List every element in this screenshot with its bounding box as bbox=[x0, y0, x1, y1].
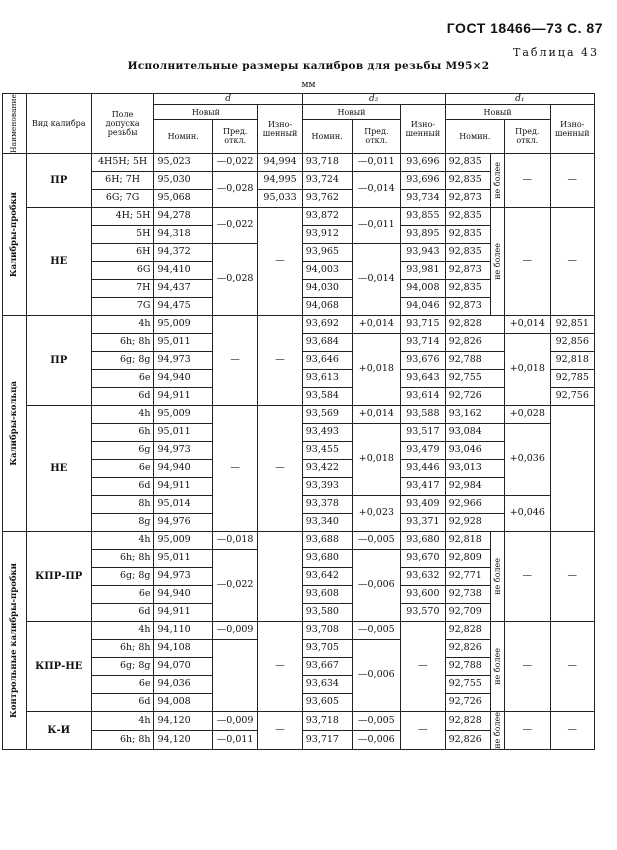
table-cell: +0,014 bbox=[352, 405, 401, 423]
table-cell: 93,715 bbox=[401, 315, 445, 333]
table-cell: 92,818 bbox=[550, 351, 594, 369]
table-cell: —0,006 bbox=[352, 549, 401, 621]
note-not-more: не более bbox=[491, 621, 505, 711]
table-cell: 6g; 8g bbox=[91, 351, 154, 369]
table-cell: 93,680 bbox=[302, 549, 352, 567]
table-cell: 95,011 bbox=[154, 423, 212, 441]
table-cell: 93,734 bbox=[401, 189, 445, 207]
table-cell: 92,755 bbox=[445, 675, 490, 693]
table-cell: 6d bbox=[91, 387, 154, 405]
new-header: Новый bbox=[445, 105, 550, 120]
table-cell: 93,705 bbox=[302, 639, 352, 657]
table-cell: 93,872 bbox=[302, 207, 352, 225]
table-cell: — bbox=[505, 207, 550, 315]
table-cell: 92,788 bbox=[445, 351, 505, 369]
table-cell: 92,835 bbox=[445, 153, 490, 171]
table-cell: 93,588 bbox=[401, 405, 445, 423]
table-cell: 93,855 bbox=[401, 207, 445, 225]
table-cell: 92,966 bbox=[445, 495, 505, 513]
table-cell: 93,696 bbox=[401, 171, 445, 189]
table-cell: 92,835 bbox=[445, 225, 490, 243]
table-cell: 6e bbox=[91, 369, 154, 387]
table-cell: — bbox=[212, 315, 257, 405]
note-not-more: не более bbox=[491, 153, 505, 207]
worn-header: Изно-шенный bbox=[550, 105, 594, 154]
table-cell: 93,684 bbox=[302, 333, 352, 351]
table-cell: 92,856 bbox=[550, 333, 594, 351]
note-not-more: не более bbox=[491, 207, 505, 315]
table-cell: 95,033 bbox=[258, 189, 302, 207]
table-cell: 93,642 bbox=[302, 567, 352, 585]
table-cell: 95,014 bbox=[154, 495, 212, 513]
table-row bbox=[3, 207, 595, 225]
table-cell: 92,785 bbox=[550, 369, 594, 387]
col-d-header: d bbox=[154, 94, 302, 105]
table-cell: 6g; 8g bbox=[91, 567, 154, 585]
table-cell: 93,717 bbox=[302, 730, 352, 749]
table-cell: 6G; 7G bbox=[91, 189, 154, 207]
table-cell: 94,110 bbox=[154, 621, 212, 639]
table-cell: 94,475 bbox=[154, 297, 212, 315]
kind-label: НЕ bbox=[26, 207, 91, 315]
table-cell: 94,410 bbox=[154, 261, 212, 279]
table-cell: 6h; 8h bbox=[91, 730, 154, 749]
table-cell: — bbox=[212, 405, 257, 531]
table-row bbox=[3, 153, 595, 171]
table-cell: 92,809 bbox=[445, 549, 490, 567]
table-cell: 94,940 bbox=[154, 459, 212, 477]
table-cell: 7G bbox=[91, 297, 154, 315]
table-cell: — bbox=[258, 405, 302, 531]
table-cell: 95,030 bbox=[154, 171, 212, 189]
table-cell: 93,393 bbox=[302, 477, 352, 495]
table-cell bbox=[212, 639, 257, 711]
table-cell: 94,940 bbox=[154, 369, 212, 387]
table-cell: 93,417 bbox=[401, 477, 445, 495]
table-cell: 92,726 bbox=[445, 387, 505, 405]
table-cell: 92,828 bbox=[445, 315, 505, 333]
table-cell: 92,709 bbox=[445, 603, 490, 621]
table-cell: 94,318 bbox=[154, 225, 212, 243]
table-cell: 93,718 bbox=[302, 153, 352, 171]
kind-label: НЕ bbox=[26, 405, 91, 531]
table-cell: 93,676 bbox=[401, 351, 445, 369]
table-cell: — bbox=[550, 531, 594, 621]
table-cell: 93,600 bbox=[401, 585, 445, 603]
dev-header: Пред. откл. bbox=[505, 119, 550, 153]
tolerance-table bbox=[2, 93, 595, 750]
table-cell: 4H5H; 5H bbox=[91, 153, 154, 171]
table-cell: — bbox=[505, 621, 550, 711]
table-cell: 93,692 bbox=[302, 315, 352, 333]
table-cell: 94,108 bbox=[154, 639, 212, 657]
table-cell: 93,965 bbox=[302, 243, 352, 261]
table-cell: +0,018 bbox=[352, 423, 401, 495]
table-cell: 94,120 bbox=[154, 730, 212, 749]
table-cell: 8h bbox=[91, 495, 154, 513]
table-cell: —0,006 bbox=[352, 730, 401, 749]
table-cell: 92,984 bbox=[445, 477, 505, 495]
table-cell: 92,755 bbox=[445, 369, 505, 387]
col-d2-header: d₂ bbox=[302, 94, 445, 105]
table-cell: 4H; 5H bbox=[91, 207, 154, 225]
table-cell: 6e bbox=[91, 675, 154, 693]
table-cell: 93,680 bbox=[401, 531, 445, 549]
table-cell: 93,084 bbox=[445, 423, 505, 441]
table-cell: 93,517 bbox=[401, 423, 445, 441]
table-cell: 92,828 bbox=[445, 711, 490, 730]
table-cell: +0,018 bbox=[505, 333, 550, 405]
table-cell: 92,851 bbox=[550, 315, 594, 333]
table-cell: — bbox=[258, 711, 302, 749]
table-cell: 94,030 bbox=[302, 279, 352, 297]
table-cell: 92,873 bbox=[445, 261, 490, 279]
table-cell: 94,070 bbox=[154, 657, 212, 675]
table-cell: 93,340 bbox=[302, 513, 352, 531]
table-cell: 4h bbox=[91, 531, 154, 549]
table-cell: 93,718 bbox=[302, 711, 352, 730]
table-cell: 6h; 8h bbox=[91, 549, 154, 567]
worn-header: Изно-шенный bbox=[258, 105, 302, 154]
nom-header: Номин. bbox=[445, 119, 505, 153]
col-name-header: Наименование bbox=[3, 94, 27, 154]
table-cell: 94,976 bbox=[154, 513, 212, 531]
table-row bbox=[3, 711, 595, 730]
table-cell: 6h bbox=[91, 423, 154, 441]
table-cell: 95,009 bbox=[154, 531, 212, 549]
table-cell: 4h bbox=[91, 405, 154, 423]
table-cell: —0,006 bbox=[352, 639, 401, 711]
table-cell: 93,632 bbox=[401, 567, 445, 585]
group-label: Контрольные калибры-пробки bbox=[3, 531, 27, 749]
kind-label: ПР bbox=[26, 315, 91, 405]
table-cell: 8g bbox=[91, 513, 154, 531]
table-cell: 6g; 8g bbox=[91, 657, 154, 675]
table-cell: 95,009 bbox=[154, 315, 212, 333]
group-label: Калибры-пробки bbox=[3, 153, 27, 315]
kind-label: ПР bbox=[26, 153, 91, 207]
table-cell: 93,613 bbox=[302, 369, 352, 387]
table-cell: 95,068 bbox=[154, 189, 212, 207]
table-cell: 92,835 bbox=[445, 279, 490, 297]
kind-label: К-И bbox=[26, 711, 91, 749]
table-cell: — bbox=[258, 207, 302, 315]
table-cell: +0,036 bbox=[505, 423, 550, 495]
table-cell: 92,835 bbox=[445, 207, 490, 225]
nom-header: Номин. bbox=[154, 119, 212, 153]
table-cell: 94,008 bbox=[154, 693, 212, 711]
table-cell: 94,372 bbox=[154, 243, 212, 261]
table-cell: 92,818 bbox=[445, 531, 490, 549]
table-cell: 94,911 bbox=[154, 387, 212, 405]
table-cell: 4h bbox=[91, 711, 154, 730]
table-cell: —0,022 bbox=[212, 153, 257, 171]
dev-header: Пред. откл. bbox=[352, 119, 401, 153]
table-cell: 93,422 bbox=[302, 459, 352, 477]
note-not-more: не более bbox=[491, 711, 505, 749]
doc-code: ГОСТ 18466—73 С. 87 bbox=[446, 20, 603, 36]
table-cell: 94,278 bbox=[154, 207, 212, 225]
table-cell: 93,696 bbox=[401, 153, 445, 171]
table-cell: 6e bbox=[91, 585, 154, 603]
table-cell: —0,022 bbox=[212, 207, 257, 243]
table-cell: 93,013 bbox=[445, 459, 505, 477]
table-cell: 92,738 bbox=[445, 585, 490, 603]
table-row bbox=[3, 531, 595, 549]
table-cell: 93,605 bbox=[302, 693, 352, 711]
table-cell: 94,973 bbox=[154, 567, 212, 585]
table-cell: 93,570 bbox=[401, 603, 445, 621]
table-cell: 6d bbox=[91, 477, 154, 495]
table-cell: 6e bbox=[91, 459, 154, 477]
table-cell: 6g bbox=[91, 441, 154, 459]
table-cell: 94,120 bbox=[154, 711, 212, 730]
table-cell: 93,614 bbox=[401, 387, 445, 405]
note-not-more: не более bbox=[491, 531, 505, 621]
table-cell: — bbox=[401, 711, 445, 749]
table-cell: — bbox=[505, 153, 550, 207]
table-cell: 93,943 bbox=[401, 243, 445, 261]
table-cell: 93,378 bbox=[302, 495, 352, 513]
table-cell: —0,014 bbox=[352, 243, 401, 315]
table-cell: — bbox=[550, 621, 594, 711]
table-cell: 92,788 bbox=[445, 657, 490, 675]
table-cell: 93,688 bbox=[302, 531, 352, 549]
table-cell: 95,011 bbox=[154, 333, 212, 351]
table-cell: 4h bbox=[91, 315, 154, 333]
table-cell: — bbox=[258, 315, 302, 405]
col-d1-header: d₁ bbox=[445, 94, 594, 105]
table-cell: 93,569 bbox=[302, 405, 352, 423]
table-cell: 93,046 bbox=[445, 441, 505, 459]
table-cell: 95,011 bbox=[154, 549, 212, 567]
table-cell: 93,895 bbox=[401, 225, 445, 243]
table-cell: 92,771 bbox=[445, 567, 490, 585]
col-tol-header: Поле допуска резьбы bbox=[91, 94, 154, 154]
table-cell: 94,911 bbox=[154, 477, 212, 495]
table-cell: —0,014 bbox=[352, 171, 401, 207]
table-cell: 92,835 bbox=[445, 171, 490, 189]
table-cell: —0,005 bbox=[352, 621, 401, 639]
table-row bbox=[3, 405, 595, 423]
table-cell: 7H bbox=[91, 279, 154, 297]
table-title: Исполнительные размеры калибров для резьбы М95×2 bbox=[127, 60, 490, 72]
table-cell: 92,726 bbox=[445, 693, 490, 711]
table-cell: 6d bbox=[91, 693, 154, 711]
table-cell: —0,011 bbox=[352, 207, 401, 243]
table-cell: 94,995 bbox=[258, 171, 302, 189]
table-cell: 92,826 bbox=[445, 730, 490, 749]
table-cell: 94,973 bbox=[154, 441, 212, 459]
table-cell: 93,912 bbox=[302, 225, 352, 243]
table-cell: 93,608 bbox=[302, 585, 352, 603]
table-cell: —0,005 bbox=[352, 531, 401, 549]
table-cell: 94,003 bbox=[302, 261, 352, 279]
group-label: Калибры-кольца bbox=[3, 315, 27, 531]
table-row bbox=[3, 621, 595, 639]
table-cell: 6d bbox=[91, 603, 154, 621]
table-cell: 93,762 bbox=[302, 189, 352, 207]
table-cell: 95,009 bbox=[154, 405, 212, 423]
table-cell: 94,068 bbox=[302, 297, 352, 315]
table-cell: 5H bbox=[91, 225, 154, 243]
table-cell: 93,981 bbox=[401, 261, 445, 279]
table-number: Таблица 43 bbox=[513, 46, 599, 59]
table-cell: — bbox=[550, 711, 594, 749]
table-cell: 93,479 bbox=[401, 441, 445, 459]
table-cell bbox=[550, 405, 594, 531]
table-cell: 93,580 bbox=[302, 603, 352, 621]
table-cell: 94,994 bbox=[258, 153, 302, 171]
table-cell: —0,022 bbox=[212, 549, 257, 621]
table-cell: —0,011 bbox=[352, 153, 401, 171]
table-cell: 93,409 bbox=[401, 495, 445, 513]
table-cell: 93,162 bbox=[445, 405, 505, 423]
table-cell: 92,826 bbox=[445, 333, 505, 351]
table-cell: 95,023 bbox=[154, 153, 212, 171]
table-cell: 6H; 7H bbox=[91, 171, 154, 189]
table-cell: 92,928 bbox=[445, 513, 505, 531]
table-cell: 92,828 bbox=[445, 621, 490, 639]
table-cell: 94,036 bbox=[154, 675, 212, 693]
table-cell: +0,014 bbox=[352, 315, 401, 333]
table-cell: +0,023 bbox=[352, 495, 401, 531]
kind-label: КПР-ПР bbox=[26, 531, 91, 621]
table-cell: 92,835 bbox=[445, 243, 490, 261]
table-cell: +0,018 bbox=[352, 333, 401, 405]
table-cell: —0,005 bbox=[352, 711, 401, 730]
unit-label: мм bbox=[301, 80, 316, 90]
table-row bbox=[3, 315, 595, 333]
table-cell: 93,667 bbox=[302, 657, 352, 675]
table-cell: 94,008 bbox=[401, 279, 445, 297]
table-cell: 93,646 bbox=[302, 351, 352, 369]
table-cell bbox=[258, 531, 302, 621]
table-cell: 93,455 bbox=[302, 441, 352, 459]
nom-header: Номин. bbox=[302, 119, 352, 153]
table-cell: 6h; 8h bbox=[91, 333, 154, 351]
new-header: Новый bbox=[302, 105, 400, 120]
table-cell: 93,493 bbox=[302, 423, 352, 441]
table-cell: 6h; 8h bbox=[91, 639, 154, 657]
table-cell: 6G bbox=[91, 261, 154, 279]
table-cell: 94,973 bbox=[154, 351, 212, 369]
table-cell: — bbox=[258, 621, 302, 711]
table-cell: 93,371 bbox=[401, 513, 445, 531]
table-cell: 94,437 bbox=[154, 279, 212, 297]
table-cell: — bbox=[550, 207, 594, 315]
table-cell: 93,708 bbox=[302, 621, 352, 639]
dev-header: Пред. откл. bbox=[212, 119, 257, 153]
table-cell: 93,446 bbox=[401, 459, 445, 477]
table-cell: — bbox=[505, 531, 550, 621]
table-cell: 93,670 bbox=[401, 549, 445, 567]
table-cell: 93,584 bbox=[302, 387, 352, 405]
table-cell: —0,028 bbox=[212, 171, 257, 207]
table-cell: 92,826 bbox=[445, 639, 490, 657]
table-cell: 92,756 bbox=[550, 387, 594, 405]
table-cell: +0,046 bbox=[505, 495, 550, 531]
table-cell: 93,714 bbox=[401, 333, 445, 351]
new-header: Новый bbox=[154, 105, 258, 120]
table-cell: 93,634 bbox=[302, 675, 352, 693]
table-cell: 92,873 bbox=[445, 189, 490, 207]
table-cell: 94,911 bbox=[154, 603, 212, 621]
table-cell: 93,724 bbox=[302, 171, 352, 189]
table-cell: —0,009 bbox=[212, 621, 257, 639]
table-cell: — bbox=[550, 153, 594, 207]
table-cell: — bbox=[505, 711, 550, 749]
table-cell: — bbox=[401, 621, 445, 711]
table-cell: —0,011 bbox=[212, 730, 257, 749]
table-cell: —0,018 bbox=[212, 531, 257, 549]
table-cell: —0,028 bbox=[212, 243, 257, 315]
table-cell: —0,009 bbox=[212, 711, 257, 730]
worn-header: Изно-шенный bbox=[401, 105, 445, 154]
table-cell: 94,940 bbox=[154, 585, 212, 603]
table-cell: 4h bbox=[91, 621, 154, 639]
table-cell: 92,873 bbox=[445, 297, 490, 315]
col-kind-header: Вид калибра bbox=[26, 94, 91, 154]
kind-label: КПР-НЕ bbox=[26, 621, 91, 711]
table-cell: 94,046 bbox=[401, 297, 445, 315]
table-cell: +0,028 bbox=[505, 405, 550, 423]
table-cell: 6H bbox=[91, 243, 154, 261]
table-cell: +0,014 bbox=[505, 315, 550, 333]
table-cell: 93,643 bbox=[401, 369, 445, 387]
